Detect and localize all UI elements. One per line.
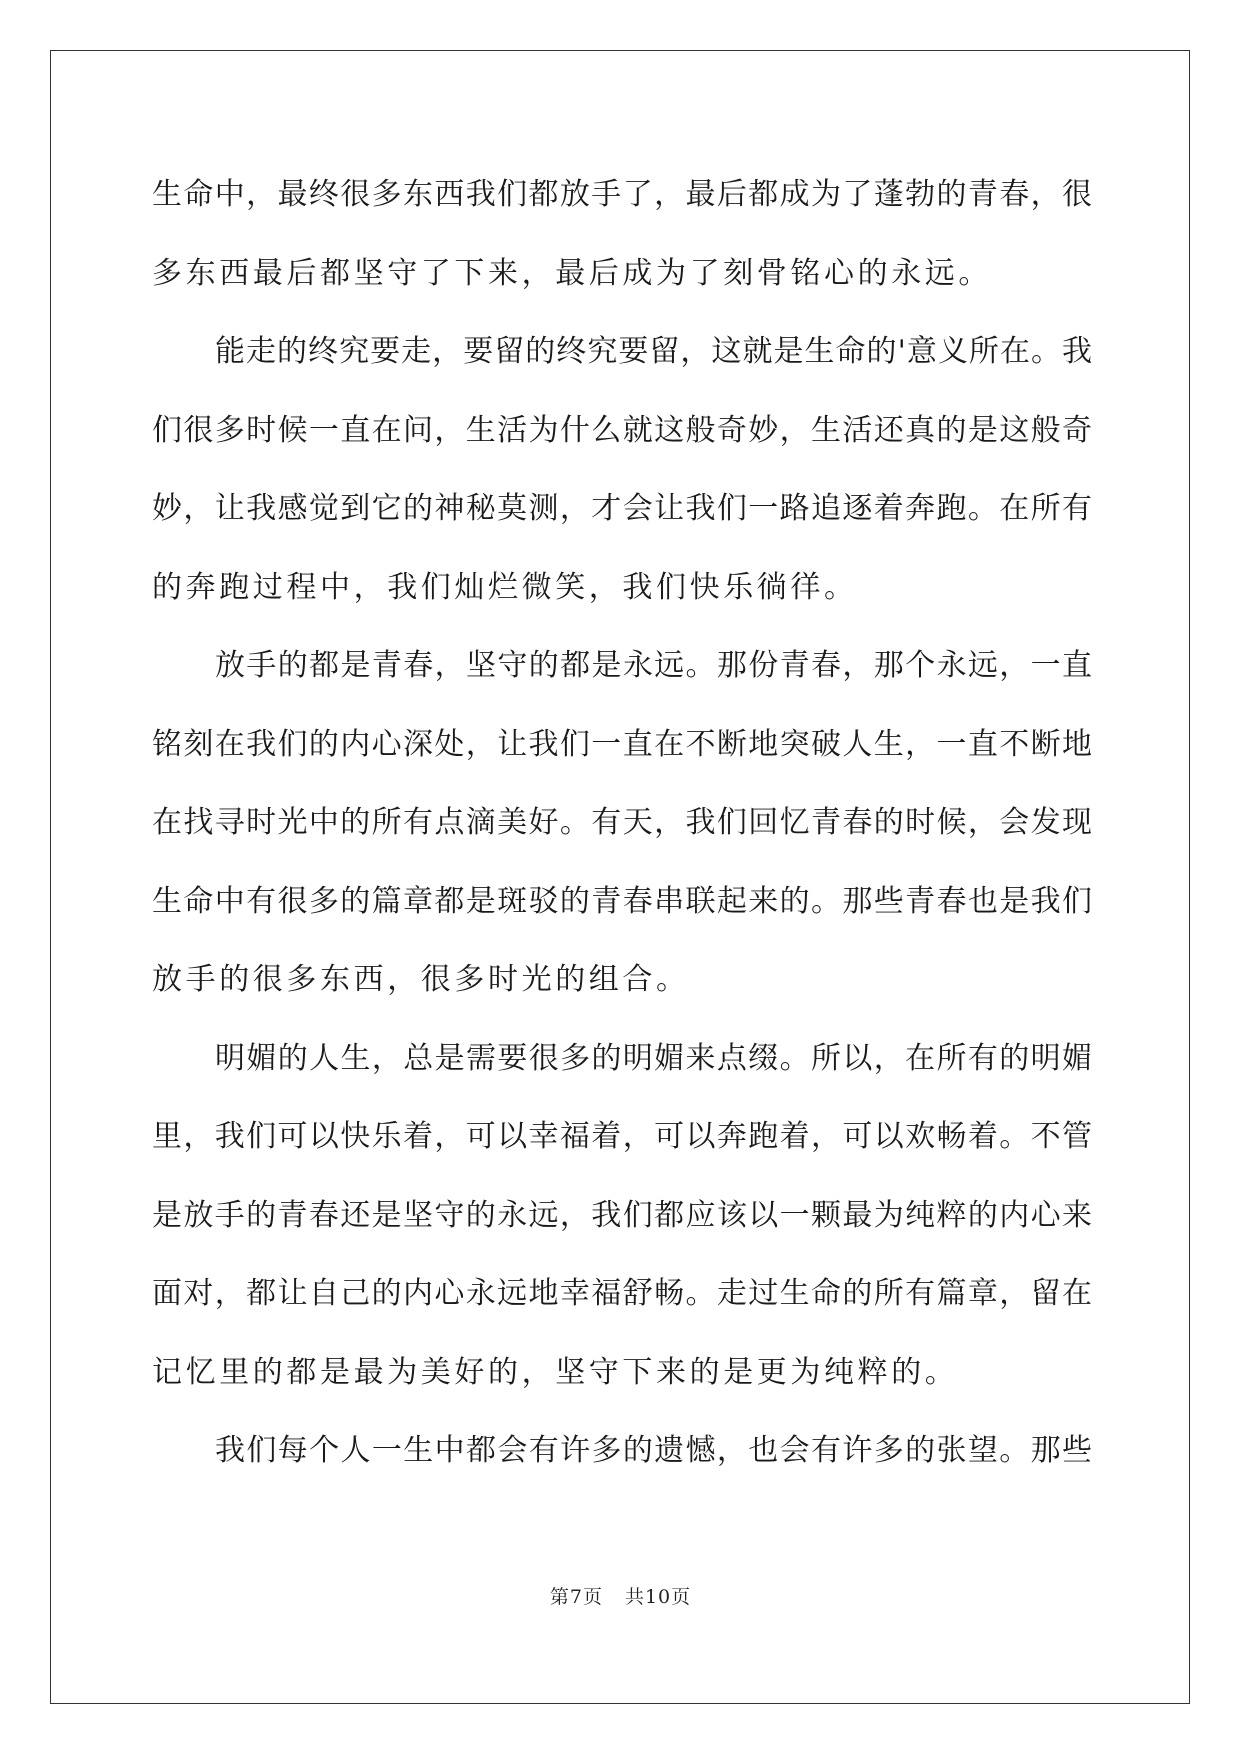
text-line: 在找寻时光中的所有点滴美好。有天，我们回忆青春的时候，会发现 bbox=[152, 805, 1092, 840]
page-total: 共10页 bbox=[624, 1586, 692, 1608]
text-line: 生命中有很多的篇章都是斑驳的青春串联起来的。那些青春也是我们 bbox=[152, 883, 1092, 919]
text-line: 的奔跑过程中，我们灿烂微笑，我们快乐徜徉。 bbox=[152, 569, 858, 605]
text-line: 里，我们可以快乐着，可以幸福着，可以奔跑着，可以欢畅着。不管 bbox=[152, 1119, 1092, 1154]
text-line: 放手的很多东西，很多时光的组合。 bbox=[152, 962, 690, 997]
document-body bbox=[152, 156, 1092, 1491]
text-line: 妙，让我感觉到它的神秘莫测，才会让我们一路追逐着奔跑。在所有 bbox=[152, 491, 1092, 526]
text-line: 生命中，最终很多东西我们都放手了，最后都成为了蓬勃的青春，很 bbox=[152, 177, 1092, 212]
page-footer bbox=[0, 1582, 1241, 1609]
text-line: 明媚的人生，总是需要很多的明媚来点缀。所以，在所有的明媚 bbox=[215, 1040, 1092, 1076]
text-line: 是放手的青春还是坚守的永远，我们都应该以一颗最为纯粹的内心来 bbox=[152, 1197, 1092, 1233]
text-line: 记忆里的都是最为美好的，坚守下来的是更为纯粹的。 bbox=[152, 1354, 959, 1390]
text-line: 放手的都是青春，坚守的都是永远。那份青春，那个永远，一直 bbox=[215, 648, 1092, 683]
text-line: 能走的终究要走，要留的终究要留，这就是生命的'意义所在。我 bbox=[215, 334, 1092, 369]
page-number: 第7页 bbox=[549, 1586, 603, 1608]
text-line: 铭刻在我们的内心深处，让我们一直在不断地突破人生，一直不断地 bbox=[152, 726, 1092, 762]
text-line: 们很多时候一直在问，生活为什么就这般奇妙，生活还真的是这般奇 bbox=[152, 412, 1092, 448]
text-line: 面对，都让自己的内心永远地幸福舒畅。走过生命的所有篇章，留在 bbox=[152, 1276, 1092, 1311]
text-line: 我们每个人一生中都会有许多的遗憾，也会有许多的张望。那些 bbox=[215, 1433, 1092, 1468]
text-line: 多东西最后都坚守了下来，最后成为了刻骨铭心的永远。 bbox=[152, 255, 992, 291]
